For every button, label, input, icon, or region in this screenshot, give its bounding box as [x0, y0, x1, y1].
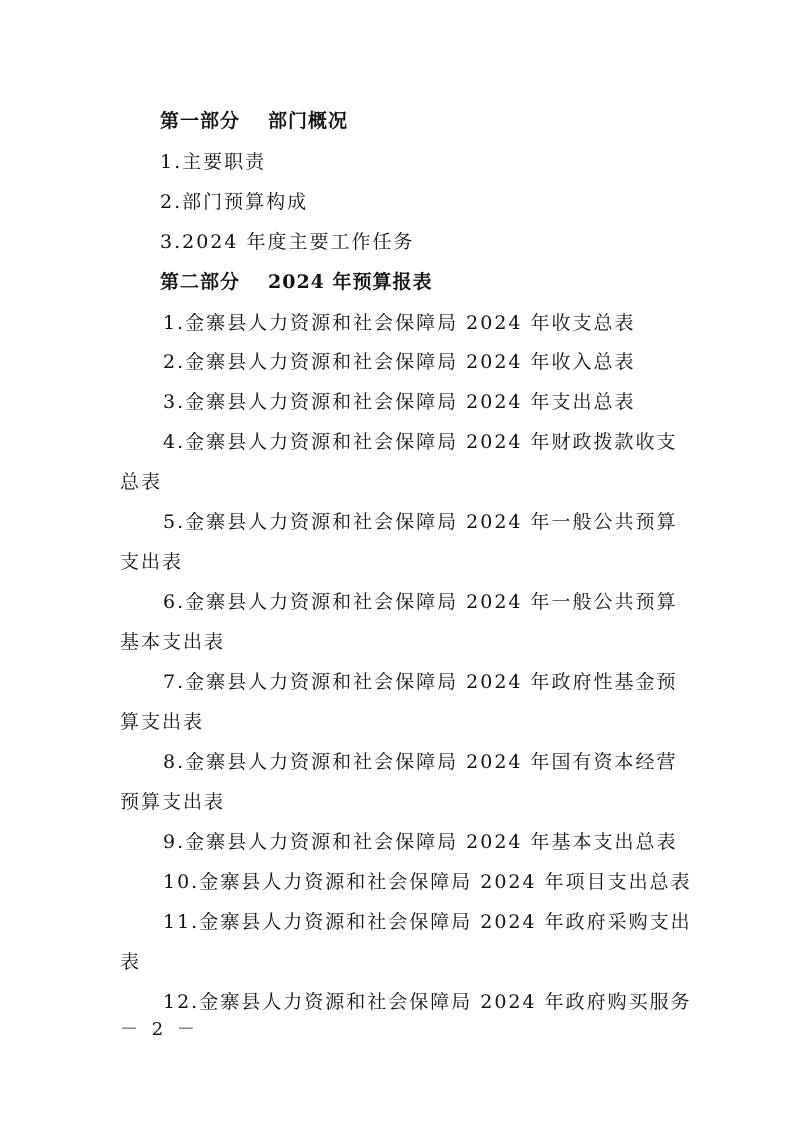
part1-heading [160, 109, 348, 133]
part2-item-6: 6.金寨县人力资源和社会保障局 2024 年一般公共预算 [163, 591, 678, 613]
part1-item-3: 3.2024 年度主要工作任务 [160, 231, 415, 253]
page-number: － 2 － [120, 1019, 199, 1040]
part1-item-2: 2.部门预算构成 [160, 191, 309, 213]
part2-item-8-cont: 预算支出表 [120, 791, 226, 813]
part2-item-7-cont: 算支出表 [120, 711, 205, 733]
part1-item-1: 1.主要职责 [160, 151, 267, 173]
part2-item-6-cont: 基本支出表 [120, 631, 226, 653]
part2-heading [160, 270, 433, 294]
part2-item-1: 1.金寨县人力资源和社会保障局 2024 年收支总表 [163, 312, 636, 334]
part2-item-7: 7.金寨县人力资源和社会保障局 2024 年政府性基金预 [163, 671, 678, 693]
part2-item-3: 3.金寨县人力资源和社会保障局 2024 年支出总表 [163, 391, 636, 413]
part2-item-10: 10.金寨县人力资源和社会保障局 2024 年项目支出总表 [163, 871, 692, 893]
part2-item-5: 5.金寨县人力资源和社会保障局 2024 年一般公共预算 [163, 511, 678, 533]
part2-item-9: 9.金寨县人力资源和社会保障局 2024 年基本支出总表 [163, 831, 678, 853]
part2-item-4-cont: 总表 [120, 471, 163, 493]
part1-label: 第一部分 [160, 110, 241, 132]
part2-title: 2024 年预算报表 [268, 271, 433, 293]
part2-item-11-cont: 表 [120, 951, 142, 973]
part2-item-4: 4.金寨县人力资源和社会保障局 2024 年财政拨款收支 [163, 431, 678, 453]
part1-title: 部门概况 [268, 110, 349, 132]
part2-item-5-cont: 支出表 [120, 551, 184, 573]
part2-label: 第二部分 [160, 271, 241, 293]
part2-item-2: 2.金寨县人力资源和社会保障局 2024 年收入总表 [163, 351, 636, 373]
part2-item-12: 12.金寨县人力资源和社会保障局 2024 年政府购买服务 [163, 991, 692, 1013]
part2-item-11: 11.金寨县人力资源和社会保障局 2024 年政府采购支出 [163, 911, 692, 933]
part2-item-8: 8.金寨县人力资源和社会保障局 2024 年国有资本经营 [163, 751, 678, 773]
